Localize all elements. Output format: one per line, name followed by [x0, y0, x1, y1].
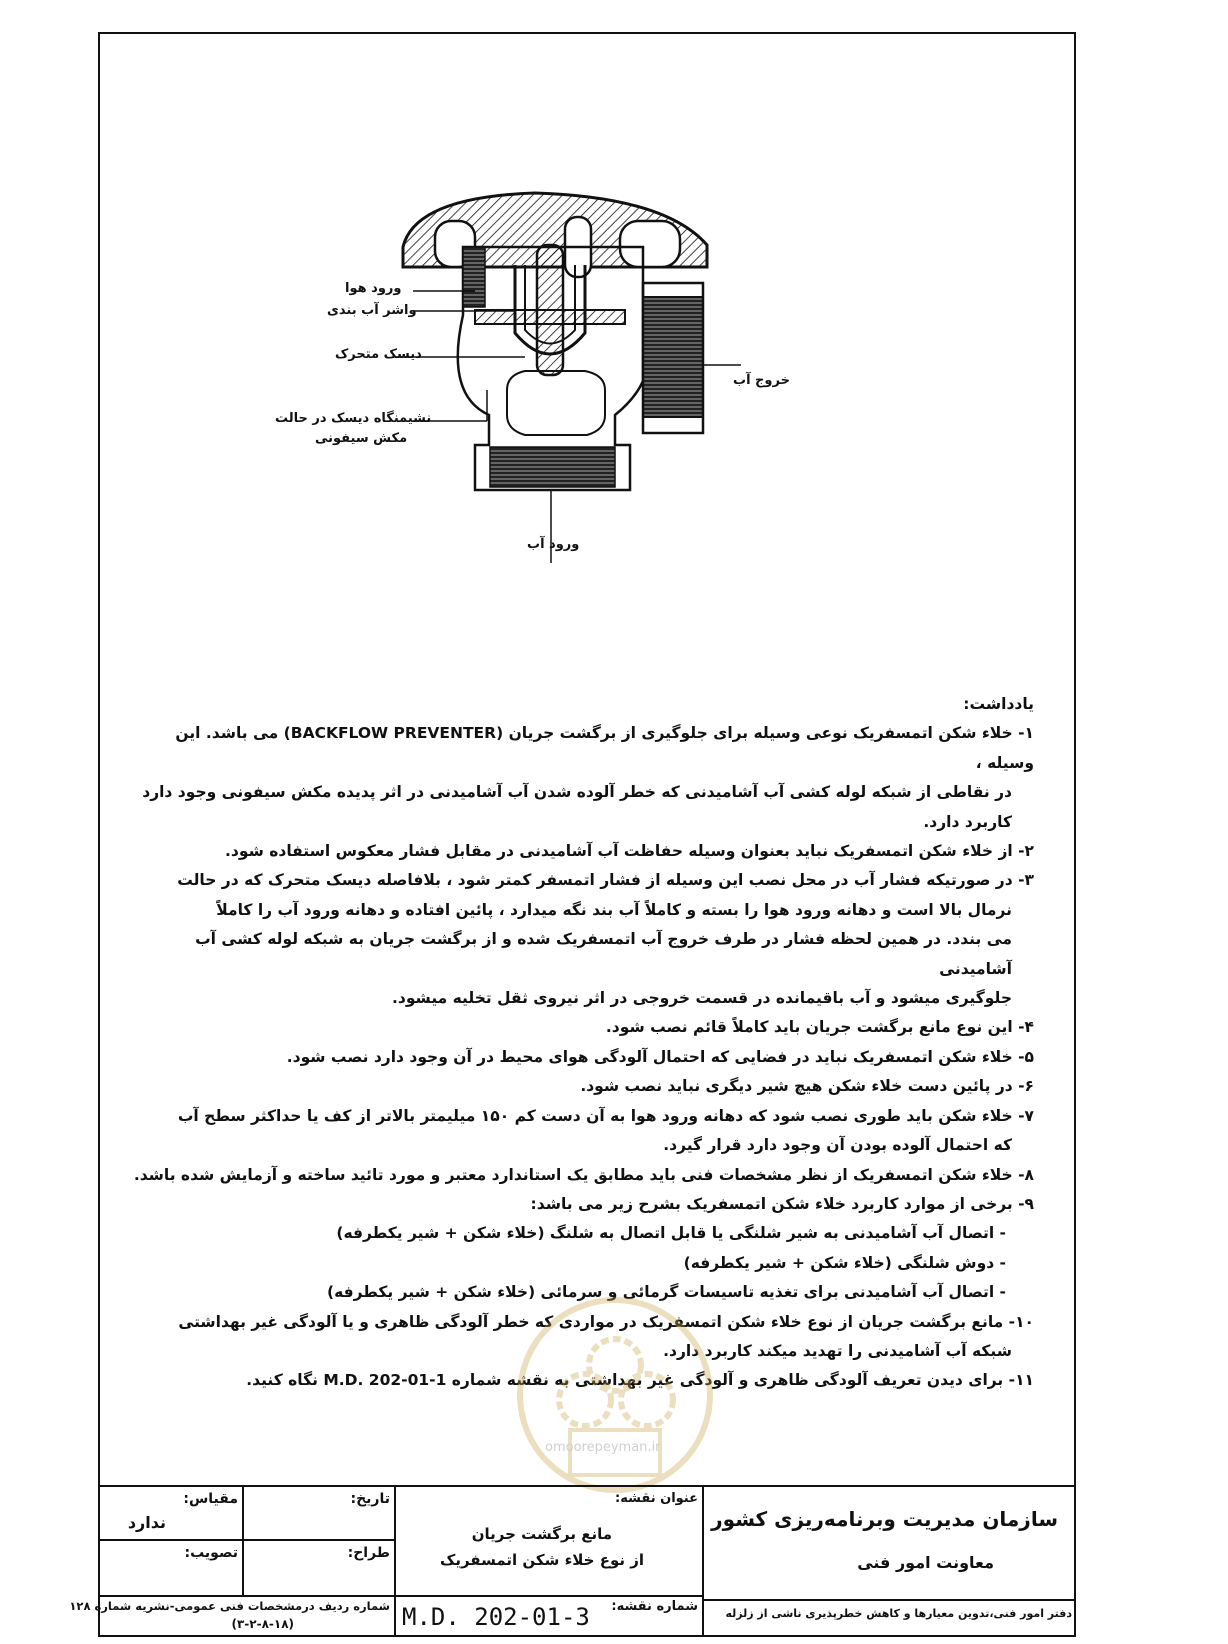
- title-line-1: مانع برگشت جریان: [471, 1525, 612, 1543]
- note-1-cont: در نقاطی از شبکه لوله کشی آب آشامیدنی که خطر آلوده شدن آب آشامیدنی در اثر پدیده مکش سیفونی وجود دارد: [142, 783, 1012, 802]
- label-water-inlet: ورود آب: [527, 537, 580, 552]
- approval-label: تصویب:: [184, 1545, 238, 1561]
- note-9: ۹- برخی از موارد کاربرد خلاء شکن اتمسفریک بشرح زیر می باشد:: [530, 1194, 1034, 1213]
- date-label: تاریخ:: [350, 1491, 390, 1507]
- scale-label: مقیاس:: [183, 1491, 238, 1507]
- note-10: ۱۰- مانع برگشت جریان از نوع خلاء شکن اتمسفریک در مواردی که خطر آلودگی ظاهری و یا آلودگی غیر بهداشتی: [178, 1312, 1034, 1331]
- label-disc-seat-1: نشیمنگاه دیسک در حالت: [275, 411, 432, 426]
- note-8: ۸- خلاء شکن اتمسفریک از نظر مشخصات فنی باید مطابق یک استاندارد معتبر و مورد تائید ساخته و آزمایش شده باشد.: [133, 1165, 1034, 1184]
- scale-value: ندارد: [127, 1513, 166, 1532]
- note-11: ۱۱- برای دیدن تعریف آلودگی ظاهری و آلودگی غیر بهداشتی به نقشه شماره M.D. 202-01-1 نگاه کنید.: [246, 1371, 1034, 1390]
- label-seal-washer: واشر آب بندی: [327, 303, 417, 318]
- note-9-item: - دوش شلنگی (خلاء شکن + شیر یکطرفه): [683, 1253, 1006, 1272]
- note-3-cont: نرمال بالا است و دهانه ورود هوا را بسته و کاملاً آب بند نگه میدارد ، پائین افتاده و دهانه ورود آب را کاملاً: [216, 900, 1012, 919]
- note-3-cont: می بندد. در همین لحظه فشار در طرف خروج آب اتمسفریک شده و از برگشت جریان به شبکه لوله کشی آب آشامیدنی: [195, 930, 1012, 978]
- office-name: دفتر امور فنی،تدوین معیارها و کاهش خطرپذیری ناشی از زلزله: [725, 1607, 1072, 1620]
- number-label: شماره نقشه:: [611, 1599, 698, 1614]
- title-line-2: از نوع خلاء شکن اتمسفریک: [439, 1551, 644, 1569]
- note-5: ۵- خلاء شکن اتمسفریک نباید در فضایی که احتمال آلودگی هوای محیط در آن وجود دارد نصب شود.: [286, 1047, 1034, 1066]
- approval-cell: [98, 1539, 244, 1597]
- note-7: ۷- خلاء شکن باید طوری نصب شود که دهانه ورود هوا به آن دست کم ۱۵۰ میلیمتر بالاتر از کف یا حداکثر سطح آب: [177, 1106, 1034, 1125]
- vacuum-breaker-diagram: [275, 185, 855, 605]
- note-9-item: - اتصال آب آشامیدنی برای تغذیه تاسیسات گرمائی و سرمائی (خلاء شکن + شیر یکطرفه): [327, 1283, 1006, 1302]
- title-label: عنوان نقشه:: [615, 1491, 698, 1506]
- note-2: ۲- از خلاء شکن اتمسفریک نباید بعنوان وسیله حفاظت آب آشامیدنی در مقابل فشار معکوس استفاده شود.: [225, 842, 1034, 861]
- drawing-number: M.D. 202-01-3: [402, 1603, 590, 1631]
- note-6: ۶- در پائین دست خلاء شکن هیچ شیر دیگری نباید نصب شود.: [580, 1077, 1034, 1096]
- spec-reference-line-1: شماره ردیف درمشخصات فنی عمومی-نشریه شماره ۱۲۸: [69, 1599, 390, 1613]
- designer-cell: [242, 1539, 396, 1597]
- designer-label: طراح:: [347, 1545, 390, 1561]
- deputy-name: معاونت امور فنی: [857, 1553, 994, 1572]
- note-3-cont: جلوگیری میشود و آب باقیمانده در قسمت خروجی در اثر نیروی ثقل تخلیه میشود.: [392, 989, 1012, 1008]
- spec-reference-cell: [69, 1595, 396, 1637]
- watermark-logo: [515, 1290, 715, 1500]
- label-moving-disc: دیسک متحرک: [335, 347, 422, 362]
- watermark-emblem: [515, 1290, 715, 1500]
- note-1-cont: کاربرد دارد.: [923, 812, 1012, 831]
- label-disc-seat-2: مکش سیفونی: [315, 431, 408, 446]
- watermark-url: omoorepeyman.ir: [545, 1440, 661, 1455]
- title-block: [69, 1485, 1076, 1637]
- drawing-title-cell: [394, 1485, 704, 1597]
- note-7-cont: که احتمال آلوده بودن آن وجود دارد قرار گیرد.: [663, 1136, 1012, 1155]
- label-air-inlet: ورود هوا: [345, 281, 402, 296]
- spec-reference-line-2: (۳-۲-۸-۱۸): [231, 1617, 294, 1631]
- scale-cell: [98, 1485, 244, 1541]
- note-3: ۳- در صورتیکه فشار آب در محل نصب این وسیله از فشار اتمسفر کمتر شود ، بلافاصله دیسک متحرک که در حالت: [177, 871, 1034, 890]
- note-4: ۴- این نوع مانع برگشت جریان باید کاملاً قائم نصب شود.: [605, 1018, 1034, 1037]
- note-9-item: - اتصال آب آشامیدنی به شیر شلنگی یا قابل اتصال به شلنگ (خلاء شکن + شیر یکطرفه): [336, 1224, 1006, 1243]
- note-1: ۱- خلاء شکن اتمسفریک نوعی وسیله برای جلوگیری از برگشت جریان (BACKFLOW PREVENTER) می باشد. این وسیله ،: [175, 724, 1034, 772]
- drawing-number-cell: [394, 1595, 704, 1637]
- org-name: سازمان مدیریت وبرنامه‌ریزی کشور: [711, 1507, 1058, 1531]
- org-cell: [702, 1485, 1076, 1637]
- date-cell: [242, 1485, 396, 1541]
- note-10-cont: شبکه آب آشامیدنی را تهدید میکند کاربرد دارد.: [663, 1341, 1012, 1360]
- notes-heading: یادداشت:: [963, 695, 1034, 713]
- label-water-outlet: خروج آب: [733, 373, 790, 388]
